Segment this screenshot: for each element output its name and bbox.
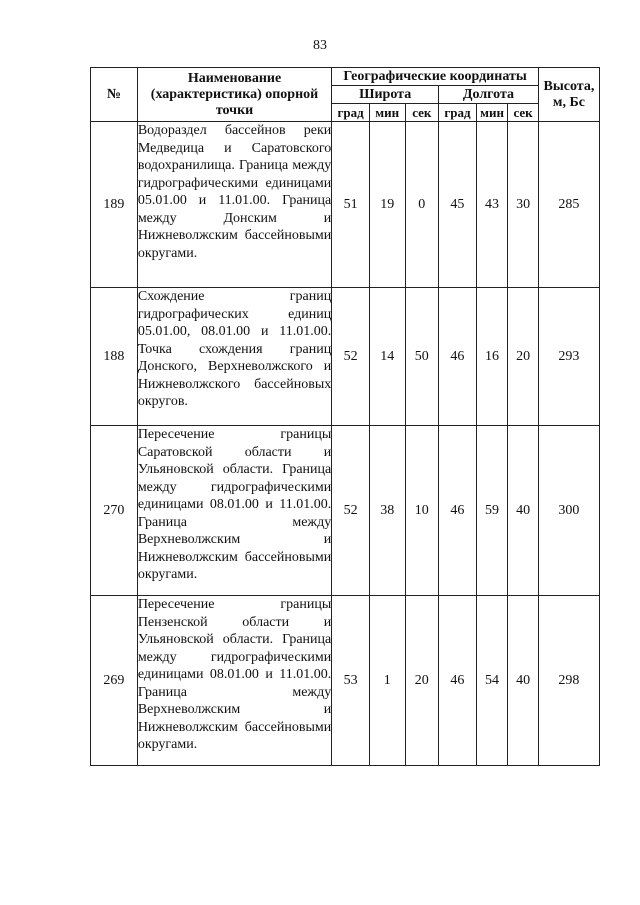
point-number: 188 bbox=[91, 288, 138, 426]
lat-min: 14 bbox=[369, 288, 405, 426]
lon-sec: 40 bbox=[508, 426, 539, 596]
table-row bbox=[91, 288, 600, 426]
lat-sec: 50 bbox=[405, 288, 439, 426]
point-number: 270 bbox=[91, 426, 138, 596]
point-height: 293 bbox=[538, 288, 599, 426]
lat-min: 1 bbox=[369, 596, 405, 766]
lat-min: 38 bbox=[369, 426, 405, 596]
table-row bbox=[91, 122, 600, 288]
lon-deg: 46 bbox=[439, 426, 477, 596]
lat-deg: 51 bbox=[332, 122, 370, 288]
page-number: 83 bbox=[313, 38, 327, 53]
table-row bbox=[91, 426, 600, 596]
lat-deg: 52 bbox=[332, 288, 370, 426]
header-name: Наименование (характеристика) опорной точки bbox=[137, 68, 331, 122]
header-num: № bbox=[91, 68, 138, 122]
lon-min: 43 bbox=[476, 122, 508, 288]
lat-sec: 0 bbox=[405, 122, 439, 288]
header-geo-coords: Географические координаты bbox=[332, 68, 539, 86]
lon-sec: 40 bbox=[508, 596, 539, 766]
point-height: 298 bbox=[538, 596, 599, 766]
header-latitude: Широта bbox=[332, 86, 439, 104]
lon-min: 59 bbox=[476, 426, 508, 596]
lat-deg: 52 bbox=[332, 426, 370, 596]
lon-sec: 30 bbox=[508, 122, 539, 288]
lon-deg: 46 bbox=[439, 288, 477, 426]
header-lat-sec: сек bbox=[405, 104, 439, 122]
header-lat-min: мин bbox=[369, 104, 405, 122]
header-lon-min: мин bbox=[476, 104, 508, 122]
lat-sec: 20 bbox=[405, 596, 439, 766]
lon-sec: 20 bbox=[508, 288, 539, 426]
header-longitude: Долгота bbox=[439, 86, 539, 104]
point-height: 300 bbox=[538, 426, 599, 596]
point-description: Водораздел бассейнов реки Медведица и Саратовского водохранилища. Граница между гидрографическими единицами 05.01.00 и 11.01.00. Граница между Донским и Нижневолжским бассейновыми округами. bbox=[137, 122, 331, 288]
lon-min: 16 bbox=[476, 288, 508, 426]
point-description: Пересечение границы Саратовской области и Ульяновской области. Граница между гидрографическими единицами 08.01.00 и 11.01.00. Граница между Верхневолжским и Нижневолжским бассейновыми округами. bbox=[137, 426, 331, 596]
point-number: 269 bbox=[91, 596, 138, 766]
point-description: Схождение границ гидрографических единиц 05.01.00, 08.01.00 и 11.01.00. Точка схождения границ Донского, Верхневолжского и Нижневолжского бассейновых округов. bbox=[137, 288, 331, 426]
lat-deg: 53 bbox=[332, 596, 370, 766]
lon-deg: 45 bbox=[439, 122, 477, 288]
lat-min: 19 bbox=[369, 122, 405, 288]
header-lon-sec: сек bbox=[508, 104, 539, 122]
header-height: Высота, м, Бс bbox=[538, 68, 599, 122]
point-description: Пересечение границы Пензенской области и Ульяновской области. Граница между гидрографическими единицами 08.01.00 и 11.01.00. Граница между Верхневолжским и Нижневолжским бассейновыми округами. bbox=[137, 596, 331, 766]
lon-deg: 46 bbox=[439, 596, 477, 766]
table-row bbox=[91, 596, 600, 766]
point-height: 285 bbox=[538, 122, 599, 288]
lat-sec: 10 bbox=[405, 426, 439, 596]
lon-min: 54 bbox=[476, 596, 508, 766]
header-lat-deg: град bbox=[332, 104, 370, 122]
reference-points-table bbox=[90, 67, 600, 766]
header-lon-deg: град bbox=[439, 104, 477, 122]
point-number: 189 bbox=[91, 122, 138, 288]
